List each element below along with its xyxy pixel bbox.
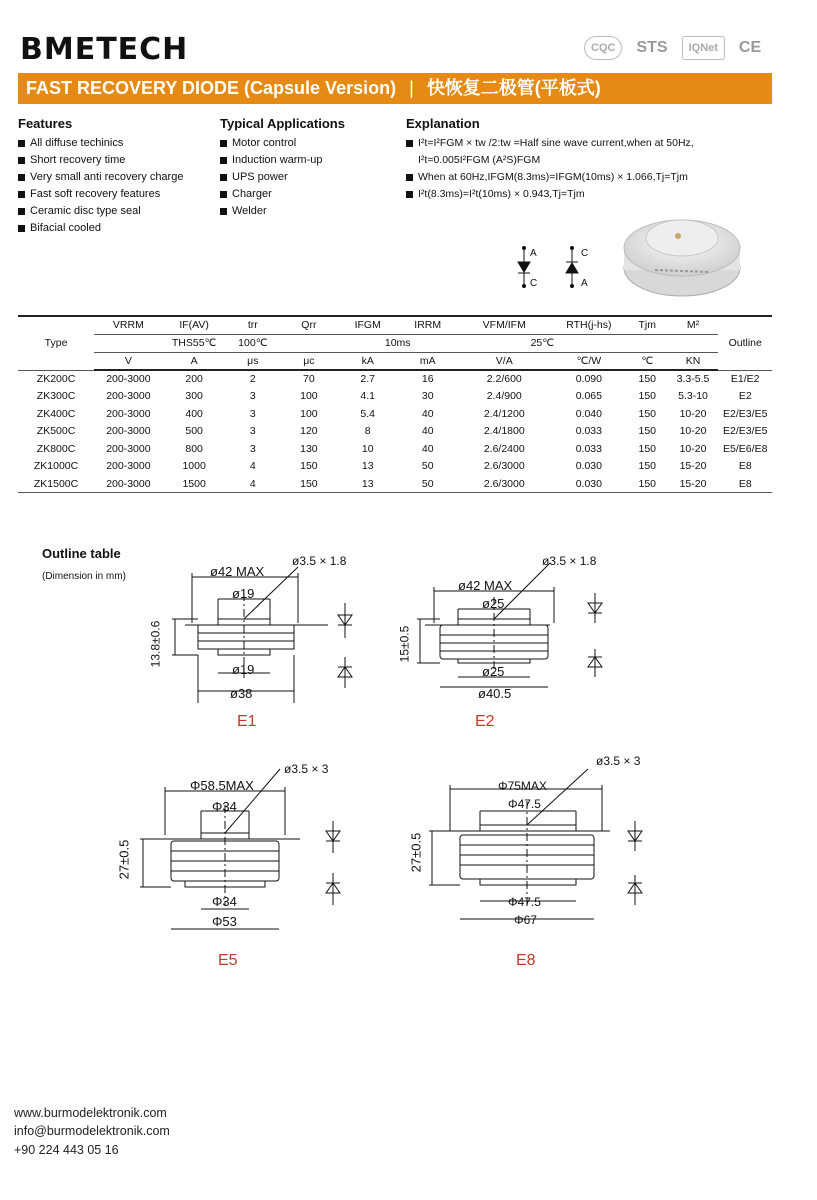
applications-title: Typical Applications xyxy=(220,116,345,131)
value-cell: 2 xyxy=(249,373,256,386)
header-qrr: Qrr xyxy=(280,316,338,334)
symbol-cathode-label: C xyxy=(581,248,589,259)
e8-bottom-dim: Φ47.5 xyxy=(508,895,541,909)
value-cell: 400 xyxy=(185,407,203,420)
type-cell: ZK400C xyxy=(36,407,76,420)
value-cell: 150 xyxy=(638,442,657,455)
unit-cell: mA xyxy=(398,352,458,370)
value-cell: 13 xyxy=(338,475,398,493)
type-cell: ZK800C xyxy=(36,442,76,455)
certification-marks xyxy=(584,36,767,60)
cond-ifgm: 10ms xyxy=(338,334,458,352)
value-cell: 0.030 xyxy=(575,460,602,473)
header-tjm: Tjm xyxy=(627,316,668,334)
list-item: UPS power xyxy=(220,169,345,186)
value-cell: 40 xyxy=(421,425,434,438)
list-item xyxy=(406,135,776,169)
features-title: Features xyxy=(18,116,73,131)
value-cell: 40 xyxy=(421,407,434,420)
e5-bottom-dim: Φ34 xyxy=(212,894,237,909)
list-item: Fast soft recovery features xyxy=(18,186,183,203)
list-item: Charger xyxy=(220,186,345,203)
cond-trr: 100℃ xyxy=(226,334,281,352)
applications-section xyxy=(220,116,345,220)
value-cell: 150 xyxy=(638,407,657,420)
list-item: When at 60Hz,IFGM(8.3ms)=IFGM(10ms) × 1.066,Tj=Tjm xyxy=(406,169,776,186)
e1-hole-dim: ø3.5 × 1.8 xyxy=(292,554,347,568)
e1-height-dim: 13.8±0.6 xyxy=(148,620,163,668)
value-cell: 500 xyxy=(185,425,203,438)
value-cell: 200-3000 xyxy=(106,407,151,420)
value-cell: 150 xyxy=(638,460,657,473)
table-row xyxy=(18,370,772,388)
value-cell: 10-20 xyxy=(679,407,707,420)
value-cell: 0.030 xyxy=(551,475,627,493)
value-cell: 200-3000 xyxy=(106,425,151,438)
value-cell: 150 xyxy=(638,425,657,438)
unit-cell: KN xyxy=(668,352,719,370)
iqnet-cert-icon: IQNet xyxy=(682,36,725,60)
list-item: Very small anti recovery charge xyxy=(18,169,183,186)
header-rth: RTH(j-hs) xyxy=(551,316,627,334)
value-cell: 5.3-10 xyxy=(678,390,708,403)
value-cell: 70 xyxy=(303,373,315,386)
applications-list xyxy=(220,135,345,220)
value-cell: 13 xyxy=(361,460,374,473)
spec-table xyxy=(18,315,772,493)
value-cell: E2/E3/E5 xyxy=(723,407,768,420)
value-cell: 10 xyxy=(361,442,374,455)
value-cell: 8 xyxy=(364,425,371,438)
unit-cell: kA xyxy=(338,352,398,370)
header-vrrm: VRRM xyxy=(94,316,163,334)
type-cell: ZK1500C xyxy=(18,475,94,493)
value-cell: 3 xyxy=(249,407,256,420)
value-cell: 200 xyxy=(185,373,203,386)
value-cell: 200-3000 xyxy=(106,442,151,455)
type-cell: ZK200C xyxy=(36,373,76,385)
list-item: I²t(8.3ms)=I²t(10ms) × 0.943,Tj=Tjm xyxy=(406,186,776,203)
capsule-diode-photo xyxy=(620,200,745,305)
page-title-banner xyxy=(18,73,772,104)
explanation-title: Explanation xyxy=(406,116,480,131)
brand-logo xyxy=(20,32,210,68)
table-row xyxy=(18,475,772,493)
value-cell: 1000 xyxy=(182,460,206,473)
outline-note: (Dimension in mm) xyxy=(42,571,126,582)
value-cell: 2.7 xyxy=(360,373,375,386)
value-cell: 130 xyxy=(300,442,318,455)
e5-hole-dim: ø3.5 × 3 xyxy=(284,762,329,776)
unit-cell: V xyxy=(94,352,163,370)
list-item: Motor control xyxy=(220,135,345,152)
e2-hole-dim: ø3.5 × 1.8 xyxy=(542,554,597,568)
value-cell: 1500 xyxy=(163,475,226,493)
value-cell: 10-20 xyxy=(679,425,707,438)
header-outline: Outline xyxy=(718,316,772,370)
value-cell: E8 xyxy=(718,475,772,493)
value-cell: E5/E6/E8 xyxy=(723,442,768,455)
type-cell: ZK500C xyxy=(36,425,76,438)
e2-height-dim: 15±0.5 xyxy=(397,625,412,663)
value-cell: 4 xyxy=(226,475,281,493)
type-cell: ZK1000C xyxy=(33,460,79,473)
value-cell: 2.2/600 xyxy=(486,373,522,386)
e1-bottom-dim: ø19 xyxy=(232,662,255,677)
e5-max-dim: Φ58.5MAX xyxy=(190,778,254,793)
value-cell: E2 xyxy=(738,390,752,403)
unit-cell: A xyxy=(163,352,226,370)
symbol-anode-label: A xyxy=(581,278,588,289)
value-cell: 10-20 xyxy=(679,442,707,455)
e8-top-dim: Φ47.5 xyxy=(508,797,541,811)
symbol-anode-label: A xyxy=(530,248,537,259)
value-cell: 3 xyxy=(249,425,256,438)
value-cell: 2.6/3000 xyxy=(458,475,551,493)
value-cell: 3 xyxy=(249,442,256,455)
table-row xyxy=(18,405,772,423)
value-cell: 4 xyxy=(249,460,256,473)
value-cell: 50 xyxy=(398,475,458,493)
list-item: Ceramic disc type seal xyxy=(18,203,183,220)
value-cell: 0.040 xyxy=(575,407,602,420)
value-cell: 5.4 xyxy=(360,407,375,420)
title-separator: | xyxy=(409,78,414,98)
title-en: FAST RECOVERY DIODE (Capsule Version) xyxy=(26,78,397,98)
value-cell: 4.1 xyxy=(360,390,375,403)
cqc-cert-icon: CQC xyxy=(584,36,622,60)
unit-cell: ℃/W xyxy=(551,352,627,370)
value-cell: 2.6/2400 xyxy=(483,442,525,455)
e1-label: E1 xyxy=(237,713,257,730)
value-cell: 150 xyxy=(638,390,657,403)
value-cell: 100 xyxy=(300,390,318,403)
e5-base-dim: Φ53 xyxy=(212,914,237,929)
spec-table-body xyxy=(18,370,772,493)
e2-bottom-dim: ø25 xyxy=(482,664,505,679)
features-section xyxy=(18,116,183,237)
value-cell: 2.6/3000 xyxy=(483,460,525,473)
table-row xyxy=(18,458,772,476)
e8-hole-dim: ø3.5 × 3 xyxy=(596,754,641,768)
e1-base-dim: ø38 xyxy=(230,686,253,701)
value-cell: 0.090 xyxy=(575,373,602,386)
value-cell: 200-3000 xyxy=(94,475,163,493)
e5-top-dim: Φ34 xyxy=(212,799,237,814)
header-vfm: VFM/IFM xyxy=(458,316,551,334)
value-cell: E1/E2 xyxy=(730,373,760,385)
e2-base-dim: ø40.5 xyxy=(478,686,512,701)
value-cell: 15-20 xyxy=(668,475,719,493)
value-cell: 3 xyxy=(249,390,256,403)
list-item: Short recovery time xyxy=(18,152,183,169)
explanation-section xyxy=(406,116,776,203)
e2-top-dim: ø25 xyxy=(482,596,505,611)
header-ifgm: IFGM xyxy=(338,316,398,334)
value-cell: 200-3000 xyxy=(106,390,151,403)
header-m2: M² xyxy=(668,316,719,334)
e8-base-dim: Φ67 xyxy=(514,913,537,927)
e1-top-dim: ø19 xyxy=(232,586,255,601)
type-cell: ZK300C xyxy=(36,390,76,403)
value-cell: 800 xyxy=(185,442,203,455)
list-item: Welder xyxy=(220,203,345,220)
value-cell: 300 xyxy=(185,390,203,403)
header-irrm: IRRM xyxy=(398,316,458,334)
header-trr: trr xyxy=(226,316,281,334)
value-cell: 30 xyxy=(421,390,434,403)
value-cell: E2/E3/E5 xyxy=(723,425,768,438)
value-cell: 0.033 xyxy=(575,442,602,455)
list-item: Induction warm-up xyxy=(220,152,345,169)
contact-phone: +90 224 443 05 16 xyxy=(14,1143,119,1157)
value-cell: 200-3000 xyxy=(106,460,151,473)
list-item: All diffuse techinics xyxy=(18,135,183,152)
value-cell: 150 xyxy=(280,475,338,493)
value-cell: 200-3000 xyxy=(106,373,151,386)
unit-cell: ℃ xyxy=(627,352,668,370)
explanation-line1: I²t=I²FGM × tw /2:tw =Half sine wave current,when at 50Hz, xyxy=(418,137,694,149)
value-cell: 100 xyxy=(300,407,318,420)
value-cell: E8 xyxy=(738,460,752,473)
cond-ifav: THS55℃ xyxy=(163,334,226,352)
e8-height-dim: 27±0.5 xyxy=(408,832,424,873)
symbol-cathode-label: C xyxy=(530,278,538,289)
e8-label: E8 xyxy=(516,952,536,969)
table-row xyxy=(18,440,772,458)
header-ifav: IF(AV) xyxy=(163,316,226,334)
list-item: Bifacial cooled xyxy=(18,220,183,237)
value-cell: 50 xyxy=(421,460,434,473)
value-cell: 0.065 xyxy=(575,390,602,403)
e5-height-dim: 27±0.5 xyxy=(116,839,132,880)
cond-vfm: 25℃ xyxy=(458,334,627,352)
sts-cert-icon: STS xyxy=(636,39,668,56)
e8-max-dim: Φ75MAX xyxy=(498,779,547,793)
table-row xyxy=(18,388,772,406)
value-cell: 150 xyxy=(638,373,657,386)
explanation-line1b: I²t=0.005I²FGM (A²S)FGM xyxy=(418,154,541,166)
contact-email[interactable]: info@burmodelektronik.com xyxy=(14,1124,170,1138)
unit-cell: V/A xyxy=(458,352,551,370)
e2-label: E2 xyxy=(475,713,495,730)
title-cn: 快恢复二极管(平板式) xyxy=(426,78,601,98)
value-cell: 40 xyxy=(421,442,434,455)
unit-cell: μs xyxy=(226,352,281,370)
value-cell: 16 xyxy=(421,373,434,386)
header-type: Type xyxy=(18,316,94,370)
unit-cell: μc xyxy=(280,352,338,370)
table-row xyxy=(18,423,772,441)
value-cell: 150 xyxy=(627,475,668,493)
value-cell: 0.033 xyxy=(575,425,602,438)
contact-web[interactable]: www.burmodelektronik.com xyxy=(14,1106,167,1120)
value-cell: 2.4/1800 xyxy=(483,425,525,438)
explanation-list xyxy=(406,135,776,203)
features-list xyxy=(18,135,183,237)
value-cell: 2.4/900 xyxy=(486,390,522,403)
value-cell: 120 xyxy=(300,425,318,438)
brand-logo-text: BMETECH xyxy=(20,32,189,67)
value-cell: 15-20 xyxy=(679,460,707,473)
e1-max-dim: ø42 MAX xyxy=(210,564,265,579)
outline-title: Outline table xyxy=(42,546,121,561)
ce-mark-icon: CE xyxy=(738,39,762,56)
value-cell: 3.3-5.5 xyxy=(676,373,710,386)
e2-max-dim: ø42 MAX xyxy=(458,578,513,593)
value-cell: 150 xyxy=(300,460,318,473)
value-cell: 2.4/1200 xyxy=(483,407,525,420)
e5-label: E5 xyxy=(218,952,238,969)
